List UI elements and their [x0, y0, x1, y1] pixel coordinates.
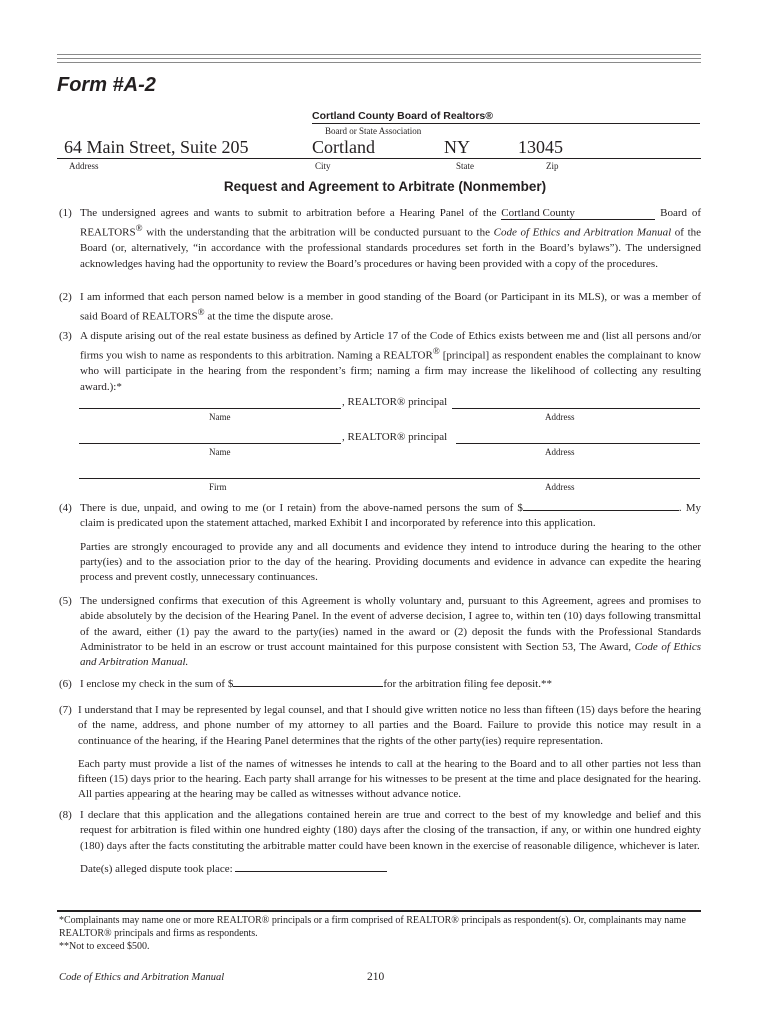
address-zip: 13045 [518, 137, 563, 157]
firm-label: Firm [209, 482, 227, 492]
clause-7-number: (7) [59, 704, 72, 716]
footnote-rule [57, 910, 701, 912]
clause-2-text-b: at the time the dispute arose. [207, 310, 334, 323]
footnote-1: *Complainants may name one or more REALTOR® principals or a firm comprised of REALTOR® principals as respondent(s). Or, complainants may name REALTOR® principals and firms as respondents. [59, 915, 686, 939]
clause-1-number: (1) [59, 207, 72, 219]
respondent-1-principal-label: , REALTOR® principal [342, 396, 448, 408]
respondent-1-name-field[interactable] [79, 408, 341, 409]
address-line [57, 158, 701, 159]
clause-2-text-a: I am informed that each person named below is a member in good standing of the Board (or Participant in its MLS), or was a member of said Board of [80, 291, 701, 323]
clause-1-realtors: REALTORS [80, 226, 136, 239]
clause-5 [59, 594, 701, 670]
clause-4-text-c: My claim is predicated upon the statement attached, marked Exhibit I and incorporated by reference into this application. [80, 502, 701, 530]
clause-4 [59, 501, 701, 585]
clause-3: (3) A dispute arising out of the real estate business as defined by Article 17 of the Code of Ethics exists between me and (list all persons and/or firms you wish to name as respondents to this arbitration. Naming a REALTOR® [principal] as respondent enables the complainant to know who will participate in the hearing from the respondent’s firm; naming a firm may increase the likelihood of collecting any resulting award.):* [59, 330, 702, 393]
top-rule-1 [57, 54, 701, 55]
address-state: NY [444, 137, 470, 157]
clause-2: (2) I am informed that each person named below is a member in good standing of the Board (or Participant in its MLS), or was a member of said Board of REALTORS® at the time the dispute arose. [59, 291, 701, 323]
clause-1-text-b: Board of [660, 207, 702, 219]
clause-8 [59, 808, 701, 877]
firm-field[interactable] [79, 478, 700, 479]
board-name: Cortland County Board of Realtors® [312, 110, 493, 122]
zip-label: Zip [546, 161, 559, 171]
clause-5-number: (5) [59, 595, 72, 607]
date-label: Date(s) alleged dispute took place: [80, 862, 233, 875]
dispute-date-field[interactable] [235, 871, 387, 872]
firm-address-label: Address [545, 482, 575, 492]
respondent-2-address-label: Address [545, 447, 575, 457]
clause-5-italic: Code of Ethics and Arbitration Manual. [80, 640, 701, 669]
clause-6-text-a: I enclose my check in the sum of $ [80, 678, 234, 690]
board-label: Board or State Association [325, 126, 422, 136]
respondent-1-name-label: Name [209, 412, 231, 422]
top-rule-3 [57, 62, 701, 63]
board-fill-value: Cortland County [501, 207, 575, 219]
form-title: Form #A-2 [57, 74, 156, 96]
board-fill-field[interactable] [501, 208, 655, 220]
clause-3-text-b: [principal] as respondent enables the complainant to know who will participate in the hearing from the respondent’s firm; naming a firm may increase the likelihood of collecting any resulting award.):* [80, 349, 702, 393]
top-rule-2 [57, 58, 701, 59]
state-label: State [456, 161, 474, 171]
clause-2-number: (2) [59, 291, 72, 303]
respondent-1-address-field[interactable] [452, 408, 700, 409]
clause-4-number: (4) [59, 502, 72, 514]
clause-1-text-c: with the understanding that the arbitration will be conducted pursuant to the [146, 226, 490, 239]
clause-4-text-b: . [678, 502, 682, 514]
clause-1-code-italic: Code of Ethics and Arbitration Manual [493, 226, 672, 239]
clause-6-text-b: for the arbitration filing fee deposit.** [383, 678, 552, 690]
respondent-2-name-field[interactable] [79, 443, 341, 444]
clause-5-text-a: The undersigned confirms that execution of this Agreement is wholly voluntary and, pursuant to this Agreement, agrees and promises to abide absolutely by the decision of the Hearing Panel. In the event of adverse decision, I agree to, within ten (10) days following transmittal of the award, either (1) pay the award to the party(ies) named in the award or (2) deposit the funds with the Professional Standards Administrator to be held in an escrow or trust account maintained for this purpose consistent with Section 53, The Award, [80, 595, 701, 653]
clause-4-text-d: Parties are strongly encouraged to provide any and all documents and evidence they intend to introduce during the hearing to the other party(ies) and to the association prior to the day of the hearing. Providing documents and evidence in advance can expedite the hearing process and prevent costly, unnecessary continuances. [80, 540, 701, 584]
city-label: City [315, 161, 331, 171]
clause-1: (1) The undersigned agrees and wants to submit to arbitration before a Hearing Panel of the Cortland County Board of REALTORS® with the understanding that the arbitration will be conducted pursuant to the Code of Ethics and Arbitration Manual of the Board (or, alternatively, “in accordance with the professional standards procedures set forth in the Board’s bylaws”). The undersigned acknowledges having had the opportunity to review the Board’s procedures or having been provided with a copy of the procedures. [59, 207, 702, 270]
clause-7 [59, 703, 701, 803]
address-label: Address [69, 161, 99, 171]
clause-7-text-b: Each party must provide a list of the names of witnesses he intends to call at the hearing to the Board and to all other parties not less than fifteen (15) days prior to the hearing. Each party shall arrange for his witnesses to be present at the time and place designated for the hearing. All parties appearing at the hearing may be called as witnesses without advance notice. [78, 757, 701, 801]
clause-1-text-d: of the Board (or, alternatively, “in accordance with the professional standards procedures set forth in the Board’s bylaws”). The undersigned acknowledges having had the opportunity to review the Board’s procedures or having been provided with a copy of the procedures. [80, 226, 702, 270]
clause-7-text-a: I understand that I may be represented by legal counsel, and that I should give written notice no less than fifteen (15) days before the hearing of the name, address, and phone number of my attorney to all parties and the Board. Failure to provide this notice may result in a continuance of the hearing, if the Hearing Panel determines that the rights of the other party(ies) require representation. [78, 704, 701, 747]
respondent-2-address-field[interactable] [456, 443, 700, 444]
filing-fee-field[interactable] [233, 686, 383, 687]
clause-8-text-a: I declare that this application and the allegations contained herein are true and correct to the best of my knowledge and belief and this request for arbitration is filed within one hundred eighty (180) days after the closing of the transaction, if any, or within one hundred eighty (180) days after the facts constituting the arbitrable matter could have been known in the exercise of reasonable diligence, whichever is later. [80, 809, 701, 852]
footnote-2: **Not to exceed $500. [59, 941, 150, 952]
address-street: 64 Main Street, Suite 205 [64, 137, 249, 157]
document-heading: Request and Agreement to Arbitrate (Nonmember) [223, 179, 547, 194]
clause-3-realtor: REALTOR [383, 349, 433, 362]
clause-4-text-a: There is due, unpaid, and owing to me (or I retain) from the above-named persons the sum of $ [80, 502, 523, 514]
respondent-2-principal-label: , REALTOR® principal [342, 431, 448, 443]
sum-due-field[interactable] [523, 510, 679, 511]
respondent-1-address-label: Address [545, 412, 575, 422]
clause-6 [59, 677, 701, 692]
clause-6-number: (6) [59, 678, 72, 690]
clause-2-realtors: REALTORS [142, 310, 198, 323]
page-number: 210 [367, 971, 385, 983]
footer-manual-title: Code of Ethics and Arbitration Manual [59, 972, 225, 983]
board-line [312, 123, 700, 124]
address-city: Cortland [312, 137, 375, 157]
clause-3-text-a: A dispute arising out of the real estate business as defined by Article 17 of the Code of Ethics exists between me and (list all persons and/or firms you wish to name as respondents to this arbitration. Naming a [80, 330, 701, 362]
clause-8-number: (8) [59, 809, 72, 821]
clause-1-text-a: The undersigned agrees and wants to submit to arbitration before a Hearing Panel of the [80, 207, 497, 219]
respondent-2-name-label: Name [209, 447, 231, 457]
clause-3-number: (3) [59, 330, 72, 342]
